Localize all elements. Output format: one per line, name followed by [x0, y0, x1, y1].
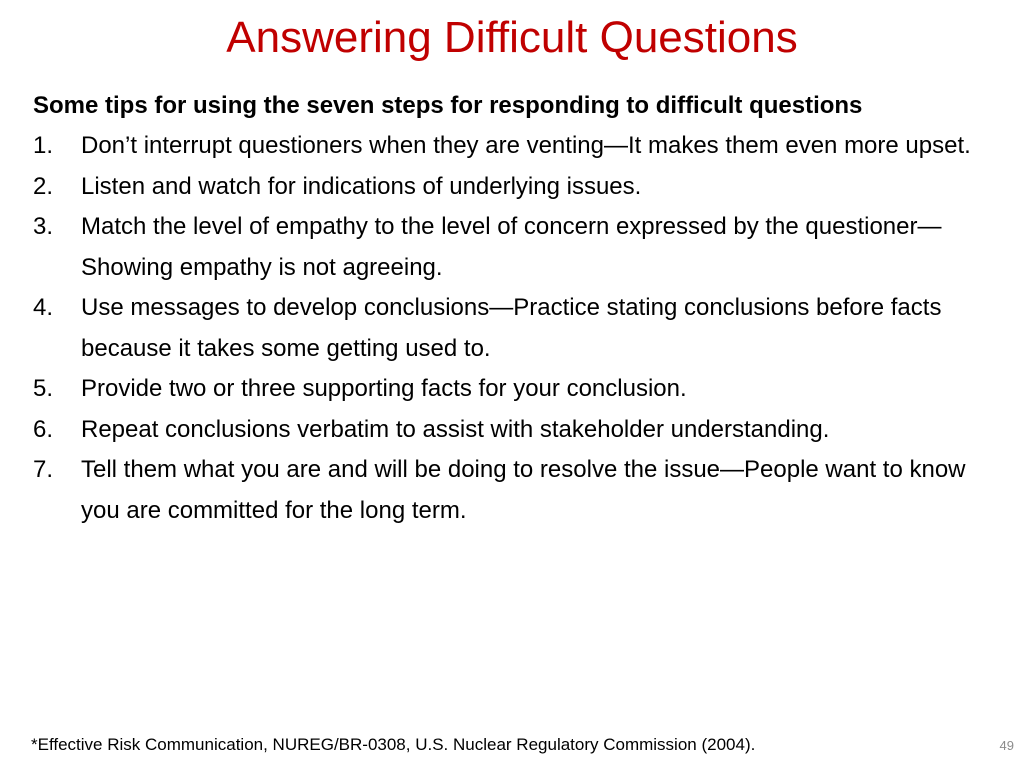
list-item [33, 126, 993, 167]
footnote: *Effective Risk Communication, NUREG/BR-0308, U.S. Nuclear Regulatory Commission (2004). [31, 735, 756, 754]
list-item-number: 4. [33, 294, 54, 321]
slide-title: Answering Difficult Questions [226, 13, 798, 62]
list-item [33, 167, 993, 208]
list-item-number: 2. [33, 172, 54, 200]
list-item-text: Tell them what you are and will be doing to resolve the issue—People want to know you are committed for the long term. [81, 456, 966, 524]
list-item-text: Repeat conclusions verbatim to assist with stakeholder understanding. [81, 415, 830, 443]
list-item-text: Match the level of empathy to the level of concern expressed by the questioner—Showing empathy is not agreeing. [81, 213, 942, 281]
list-item [33, 369, 993, 410]
tips-list [33, 126, 993, 531]
list-item-text: Provide two or three supporting facts for your conclusion. [81, 375, 687, 402]
list-item-number: 5. [33, 375, 54, 402]
list-item [33, 288, 993, 369]
list-item-number: 7. [33, 456, 54, 483]
slide-content [33, 86, 993, 531]
list-item-number: 6. [33, 415, 54, 443]
list-item-text: Don’t interrupt questioners when they are venting—It makes them even more upset. [81, 132, 971, 159]
page-number: 49 [999, 738, 1014, 753]
list-item-number: 1. [33, 132, 54, 159]
list-item-text: Listen and watch for indications of underlying issues. [81, 172, 642, 200]
list-item [33, 450, 993, 531]
list-item [33, 410, 993, 451]
intro-text: Some tips for using the seven steps for responding to difficult questions [33, 92, 863, 119]
list-item [33, 207, 993, 288]
list-item-number: 3. [33, 213, 54, 240]
list-item-text: Use messages to develop conclusions—Practice stating conclusions before facts because it takes some getting used to. [81, 294, 942, 362]
